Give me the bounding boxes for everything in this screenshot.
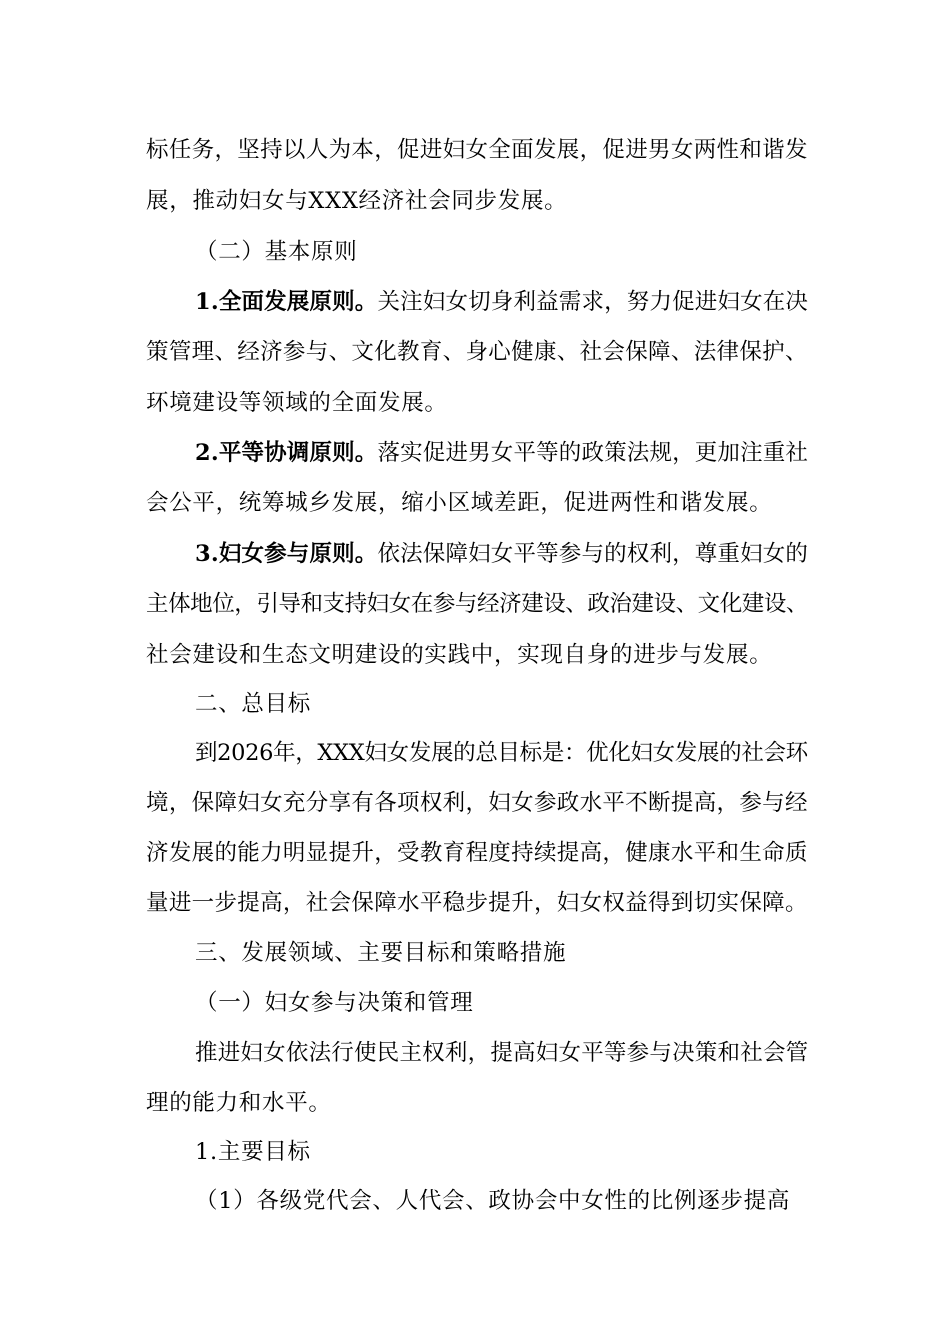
section-heading: 二、总目标 bbox=[195, 691, 312, 717]
principle-title: 3.妇女参与原则。 bbox=[195, 541, 378, 567]
paragraph-line: 济发展的能力明显提升，受教育程度持续提高，健康水平和生命质 bbox=[146, 840, 808, 866]
principle-title: 2.平等协调原则。 bbox=[195, 440, 378, 466]
section-heading: 1.主要目标 bbox=[195, 1139, 311, 1165]
section-heading: 三、发展领域、主要目标和策略措施 bbox=[195, 940, 567, 966]
section-heading: （一）妇女参与决策和管理 bbox=[195, 990, 474, 1016]
paragraph-line: 环境建设等领域的全面发展。 bbox=[146, 390, 448, 416]
principle-title: 1.全面发展原则。 bbox=[195, 289, 378, 315]
paragraph-line: 策管理、经济参与、文化教育、身心健康、社会保障、法律保护、 bbox=[146, 339, 808, 365]
paragraph-line: 境，保障妇女充分享有各项权利，妇女参政水平不断提高，参与经 bbox=[146, 790, 808, 816]
principle-text: 依法保障妇女平等参与的权利，尊重妇女的 bbox=[377, 541, 809, 567]
paragraph-line: 到2026年，XXX妇女发展的总目标是：优化妇女发展的社会环 bbox=[195, 740, 808, 766]
section-heading: （二）基本原则 bbox=[195, 239, 358, 265]
paragraph-line bbox=[195, 539, 808, 569]
principle-text: 关注妇女切身利益需求，努力促进妇女在决 bbox=[377, 289, 809, 315]
paragraph-line bbox=[195, 287, 808, 317]
paragraph-line: 社会建设和生态文明建设的实践中，实现自身的进步与发展。 bbox=[146, 642, 773, 668]
paragraph-line: 理的能力和水平。 bbox=[146, 1090, 332, 1116]
paragraph-line: 主体地位，引导和支持妇女在参与经济建设、政治建设、文化建设、 bbox=[146, 591, 809, 617]
paragraph-line: 会公平，统筹城乡发展，缩小区域差距，促进两性和谐发展。 bbox=[146, 490, 773, 516]
paragraph-line: 量进一步提高，社会保障水平稳步提升，妇女权益得到切实保障。 bbox=[146, 890, 808, 916]
list-item: （1）各级党代会、人代会、政协会中女性的比例逐步提高 bbox=[195, 1188, 791, 1214]
principle-text: 落实促进男女平等的政策法规，更加注重社 bbox=[377, 440, 809, 466]
paragraph-line: 推进妇女依法行使民主权利，提高妇女平等参与决策和社会管 bbox=[195, 1040, 809, 1066]
paragraph-line: 展，推动妇女与XXX经济社会同步发展。 bbox=[146, 188, 568, 214]
paragraph-line bbox=[195, 438, 808, 468]
paragraph-line: 标任务，坚持以人为本，促进妇女全面发展，促进男女两性和谐发 bbox=[146, 137, 808, 163]
